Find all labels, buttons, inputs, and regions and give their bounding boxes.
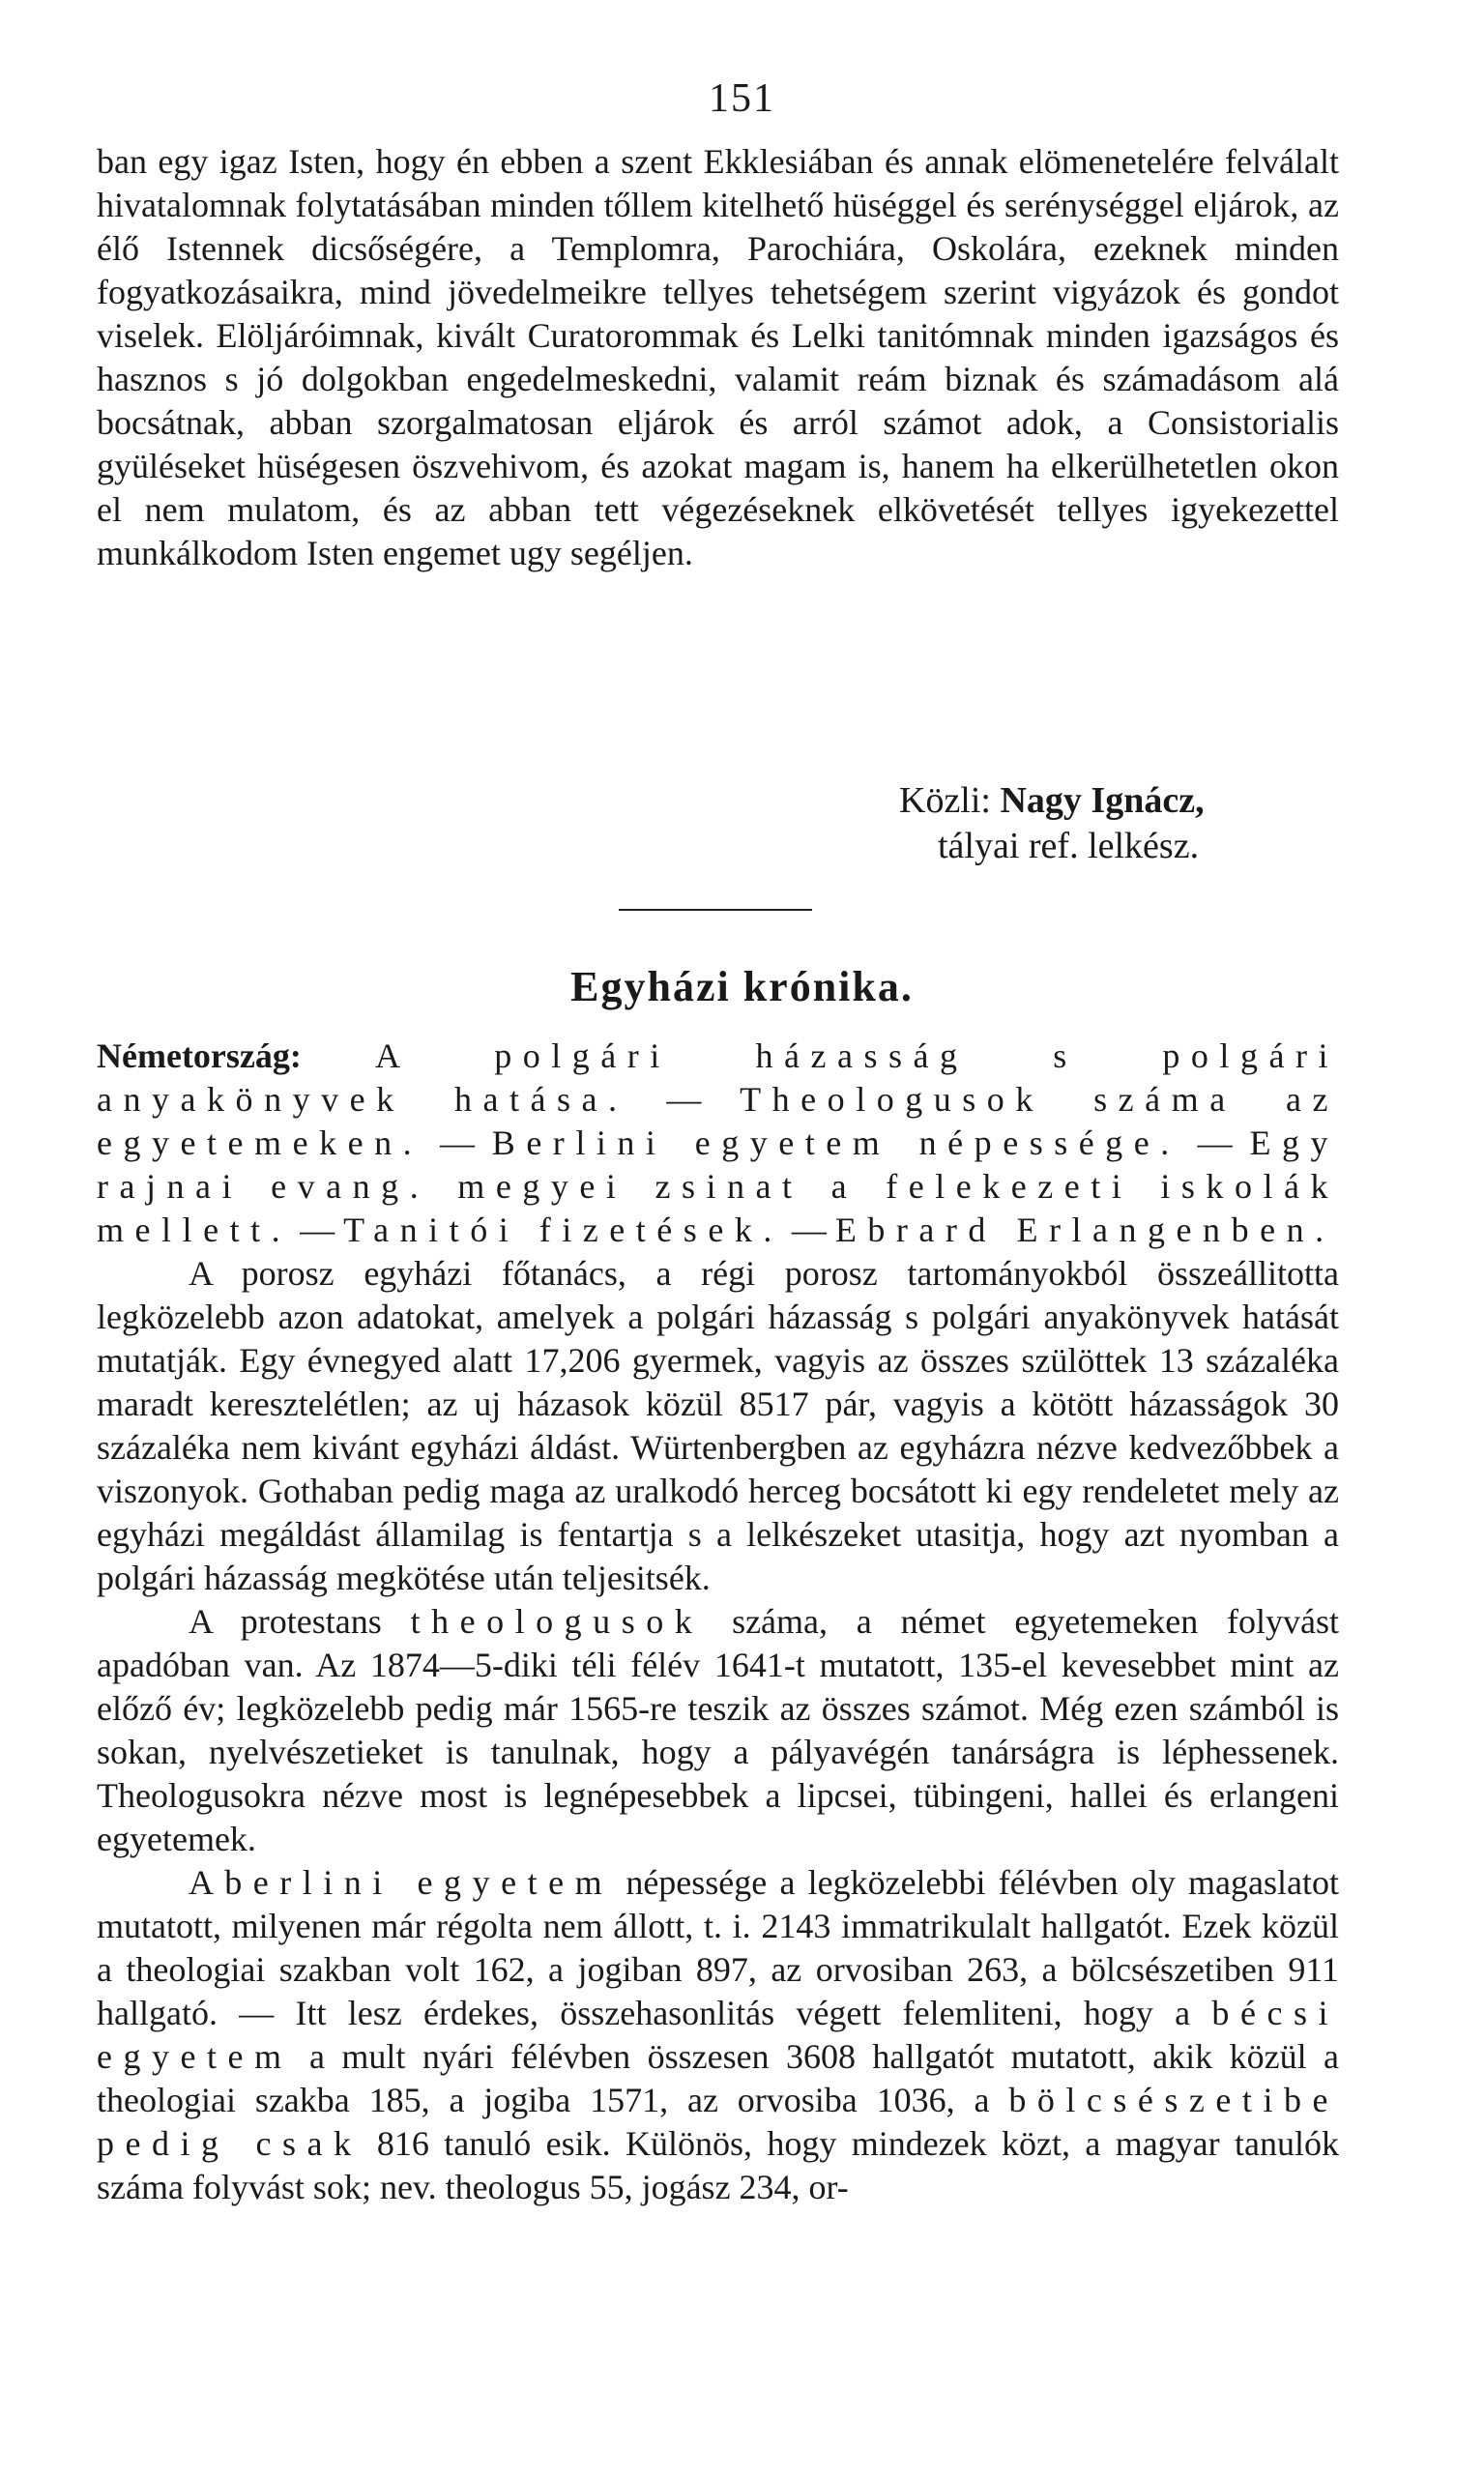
p2-rest: száma, a német egyetemeken folyvást apadóban van. Az 1874—5-diki téli félév 1641-t mutatott, 135-el kevesebbet mint az előző év; legközelebb pedig már 1565-re teszik az összes számot. Még ezen számból is sokan, nyelvészetieket is tanulnak, hogy a pályavégén tanárságra is léphessenek. Theologusokra nézve most is legnépesebbek a lipcsei, tübingeni, hallei és erlangeni egyetemek.: [97, 1602, 1339, 1858]
topic-separator: —: [782, 1211, 835, 1249]
topic-item: Theologusok száma az egyetemeken.: [97, 1080, 1340, 1162]
topic-item: Berlini egyetem népessége.: [491, 1123, 1180, 1162]
chronicle-country: Németország:: [97, 1036, 302, 1075]
p3-lead: A: [189, 1863, 225, 1902]
p2-spaced: theologusok: [410, 1602, 704, 1641]
topic-separator: —: [627, 1080, 741, 1119]
topic-separator: —: [422, 1123, 492, 1162]
chronicle-topics: [97, 1035, 1339, 1252]
signature-name: Nagy Ignácz,: [1000, 780, 1205, 821]
chronicle-paragraph-2: [97, 1600, 1339, 1861]
section-title: Egyházi krónika.: [570, 963, 914, 1010]
chronicle-paragraph-3: [97, 1861, 1339, 2209]
p3-mid-2: a mult nyári félévben összesen 3608 hallgatót mutatott, akik közül a theologiai szakba 185, a jogiba 1571, az orvosiba 1036, a: [97, 2037, 1339, 2119]
topic-item: Ebrard Erlangenben.: [834, 1211, 1335, 1249]
oath-paragraph: ban egy igaz Isten, hogy én ebben a szent Ekklesiában és annak elömenetelére felválalt hivatalomnak folytatásában minden tőllem kitelhető hüséggel és serénységgel eljárok, az élő Istennek dicsőségére, a Templomra, Parochiára, Oskolára, ezeknek minden fogyatkozásaikra, mind jövedelmeikre tellyes tehetségem szerint vigyázok és gondot viselek. Elöljáróimnak, kivált Curatorommak és Lelki tanitómnak minden igazságos és hasznos s jó dolgokban engedelmeskedni, valamit reám biznak és számadásom alá bocsátnak, abban szorgalmatosan eljárok és arról számot adok, a Consistorialis gyüléseket hüségesen öszvehivom, és azokat magam is, hanem ha elkerülhetetlen okon el nem mulatom, és az abban tett végezéseknek elkövetését tellyes igyekezettel munkálkodom Isten engemet ugy segéljen.: [97, 142, 1339, 572]
p3-spaced: berlini egyetem: [224, 1863, 614, 1902]
topic-item: Tanitói fizetések.: [343, 1211, 783, 1249]
topic-separator: —: [291, 1211, 344, 1249]
chronicle-text-block: [97, 1035, 1339, 2209]
topic-item: Egy rajnai evang. megyei zsinat a felekezeti iskolák mellett.: [97, 1123, 1339, 1249]
oath-text-block: [97, 140, 1339, 575]
chronicle-paragraph-1: A porosz egyházi főtanács, a régi porosz tartományokból összeállitotta legközelebb azon adatokat, amelyek a polgári házasság s polgári anyakönyvek hatását mutatják. Egy évnegyed alatt 17,206 gyermek, vagyis az összes szülöttek 13 százaléka maradt keresztelétlen; az uj házasok közül 8517 pár, vagyis a kötött házasságok 30 százaléka nem kivánt egyházi áldást. Würtenbergben az egyházra nézve kedvezőbbek a viszonyok. Gothaban pedig maga az uralkodó herceg bocsátott ki egy rendeletet mely az egyházi megáldást államilag is fentartja s a lelkészeket utasitja, hogy azt nyomban a polgári házasság megkötése után teljesitsék.: [97, 1254, 1339, 1597]
p3-spaced-3: bölcsészetibe pedig csak: [97, 2081, 1339, 2163]
section-divider: [619, 909, 812, 911]
topic-item: A polgári házasság s polgári anyakönyvek hatása.: [97, 1036, 1339, 1119]
signature-label: Közli:: [899, 780, 991, 821]
topic-separator: —: [1179, 1123, 1250, 1162]
p3-end: 816 tanuló esik. Különös, hogy mindezek közt, a magyar tanulók száma folyvást sok; nev. theologus 55, jogász 234, or-: [97, 2124, 1339, 2206]
p3-mid: népessége a legközelebbi félévben oly magaslatot mutatott, milyenen már régolta nem állott, t. i. 2143 immatrikulalt hallgatót. Ezek közül a theologiai szakban volt 162, a jogiban 897, az orvosiban 263, a bölcsészetiben 911 hallgató. — Itt lesz érdekes, összehasonlitás végett felemliteni, hogy a: [97, 1863, 1339, 2032]
page-number: 151: [709, 76, 775, 121]
p3-spaced-2: bécsi egyetem: [97, 1994, 1339, 2076]
signature-block: [899, 778, 1344, 869]
signature-role: tályai ref. lelkész.: [938, 826, 1200, 866]
p2-lead: A protestans: [189, 1602, 411, 1641]
